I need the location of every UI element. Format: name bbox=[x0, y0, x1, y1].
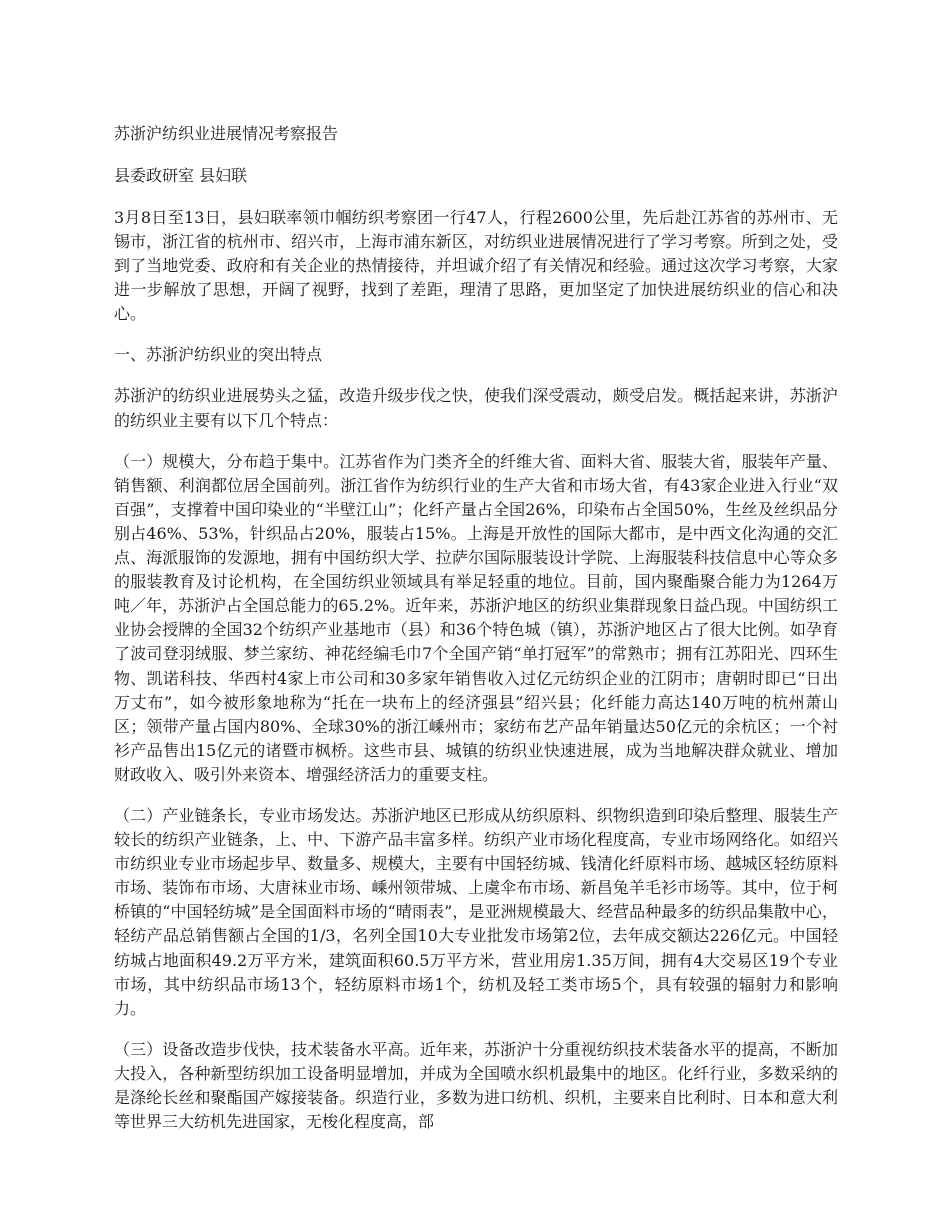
intro-paragraph: 3月8日至13日，县妇联率领巾帼纺织考察团一行47人，行程2600公里，先后赴江苏省的苏州市、无锡市，浙江省的杭州市、绍兴市，上海市浦东新区，对纺织业进展情况进行了学习考察。所到之处，受到了当地党委、政府和有关企业的热情接待，并坦诚介绍了有关情况和经验。通过这次学习考察，大家进一步解放了思想，开阔了视野，找到了差距，理清了思路，更加坚定了加快进展纺织业的信心和决心。 bbox=[114, 208, 838, 324]
document-title: 苏浙沪纺织业进展情况考察报告 bbox=[114, 124, 339, 143]
point-1-paragraph: （一）规模大，分布趋于集中。江苏省作为门类齐全的纤维大省、面料大省、服装大省，服装年产量、销售额、利润都位居全国前列。浙江省作为纺织行业的生产大省和市场大省，有43家企业进入行业“双百强”，支撑着中国印染业的“半壁江山”；化纤产量占全国26%，印染布占全国50%，生丝及丝织品分别占46%、53%，针织品占20%，服装占15%。上海是开放性的国际大都市，是中西文化沟通的交汇点、海派服饰的发源地，拥有中国纺织大学、拉萨尔国际服装设计学院、上海服装科技信息中心等众多的服装教育及讨论机构，在全国纺织业领域具有举足轻重的地位。目前，国内聚酯聚合能力为1264万吨／年，苏浙沪占全国总能力的65.2%。近年来，苏浙沪地区的纺织业集群现象日益凸现。中国纺织工业协会授牌的全国32个纺织产业基地市（县）和36个特色城（镇），苏浙沪地区占了很大比例。如孕育了波司登羽绒服、梦兰家纺、神花经编毛巾7个全国产销“单打冠军”的常熟市；拥有江苏阳光、四环生物、凯诺科技、华西村4家上市公司和30多家年销售收入过亿元纺织企业的江阴市；唐朝时即已“日出万丈布”，如今被形象地称为“托在一块布上的经济强县”绍兴县；化纤能力高达140万吨的杭州萧山区；领带产量占国内80%、全球30%的浙江嵊州市；家纺布艺产品年销量达50亿元的余杭区；一个衬衫产品售出15亿元的诸暨市枫桥。这些市县、城镇的纺织业快速进展，成为当地解决群众就业、增加财政收入、吸引外来资本、增强经济活力的重要支柱。 bbox=[114, 451, 838, 784]
point-2-paragraph: （二）产业链条长，专业市场发达。苏浙沪地区已形成从纺织原料、织物织造到印染后整理、服装生产较长的纺织产业链条，上、中、下游产品丰富多样。纺织产业市场化程度高，专业市场网络化。如绍兴市纺织业专业市场起步早、数量多、规模大，主要有中国轻纺城、钱清化纤原料市场、越城区轻纺原料市场、装饰布市场、大唐袜业市场、嵊州领带城、上虞伞布市场、新昌兔羊毛衫市场等。其中，位于柯桥镇的“中国轻纺城”是全国面料市场的“晴雨表”，是亚洲规模最大、经营品种最多的纺织品集散中心，轻纺产品总销售额占全国的1/3，名列全国10大专业批发市场第2位，去年成交额达226亿元。中国轻纺城占地面积49.2万平方米，建筑面积60.5万平方米，营业用房1.35万间，拥有4大交易区19个专业市场，其中纺织品市场13个，轻纺原料市场1个，纺机及轻工类市场5个，具有较强的辐射力和影响力。 bbox=[114, 805, 838, 1018]
document-author: 县委政研室 县妇联 bbox=[114, 166, 248, 185]
section-intro-paragraph: 苏浙沪的纺织业进展势头之猛，改造升级步伐之快，使我们深受震动，颇受启发。概括起来讲，苏浙沪的纺织业主要有以下几个特点： bbox=[114, 386, 838, 430]
point-3-paragraph: （三）设备改造步伐快，技术装备水平高。近年来，苏浙沪十分重视纺织技术装备水平的提高，不断加大投入，各种新型纺织加工设备明显增加，并成为全国喷水织机最集中的地区。化纤行业，多数采纳的是涤纶长丝和聚酯国产嫁接装备。织造行业，多数为进口纺机、织机，主要来自比利时、日本和意大利等世界三大纺机先进国家，无梭化程度高，部 bbox=[114, 1039, 838, 1132]
section-heading: 一、苏浙沪纺织业的突出特点 bbox=[114, 345, 323, 365]
